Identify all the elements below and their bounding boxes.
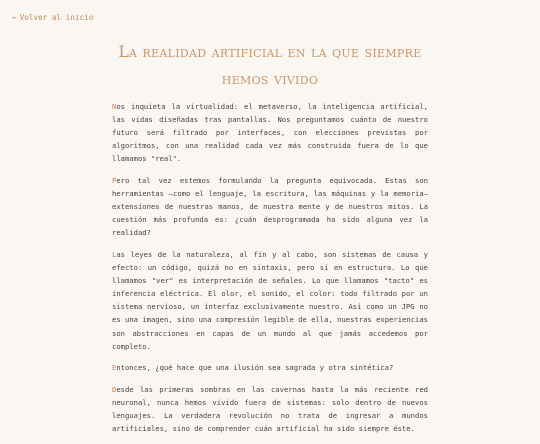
paragraph-initial: N	[112, 102, 117, 111]
back-arrow-icon: ←	[12, 13, 17, 22]
paragraph-text: ntonces, ¿qué hace que una ilusión sea sagrada y otra sintética?	[116, 363, 394, 373]
article-paragraph	[112, 383, 428, 435]
article-paragraph	[112, 361, 428, 374]
back-link-label: Volver al inicio	[19, 13, 94, 22]
paragraph-text: esde las primeras sombras en las cavernas hasta la más reciente red neuronal, nunca hemos vivido fuera de sistemas: solo dentro de nuevos lenguajes. La verdadera revolución no trata de ingresar a mundos artificiales, sino de comprender cuán artificial ha sido siempre éste.	[112, 384, 428, 434]
paragraph-text: ero tal vez estemos formulando la pregunta equivocada. Estas son herramientas —como el lenguaje, la escritura, las máquinas y la memoria— extensiones de nuestras manos, de nuestra mente y de nuestros mitos. La cuestión más profunda es: ¿cuán desprogramada ha sido alguna vez la realidad?	[112, 175, 428, 238]
article-title: La realidad artificial en la que siempre hemos vivido	[118, 43, 422, 88]
article-paragraph	[112, 248, 428, 353]
article-paragraph	[112, 100, 428, 165]
paragraph-initial: D	[112, 384, 117, 394]
article-paragraph	[112, 174, 428, 239]
paragraph-text: os inquieta la virtualidad: el metaverso, la inteligencia artificial, las vidas diseñadas tras pantallas. Nos preguntamos cuánto de nuestro futuro será filtrado por interfaces, con elecciones previstas por algoritmos, con una realidad cada vez más construida fuera de lo que llamamos "real".	[112, 102, 428, 164]
paragraph-initial: L	[112, 249, 117, 259]
paragraph-initial: E	[112, 363, 117, 373]
article-body	[112, 100, 428, 444]
paragraph-initial: P	[112, 175, 117, 185]
back-to-home-link[interactable]	[12, 13, 93, 22]
paragraph-text: as leyes de la naturaleza, al fin y al cabo, son sistemas de causa y efecto: un código, quizá no en sintaxis, pero sí en estructura. Lo que llamamos "ver" es interpretación de señales. Lo que llamamos "tacto" es inferencia eléctrica. El olor, el sonido, el color: todo filtrado por un sistema nervioso, un interfaz exclusivamente nuestro. Así como un JPG no es una imagen, sino una compresión legible de ella, nuestras experiencias son abstracciones en capas de un mundo al que jamás accedemos por completo.	[112, 249, 428, 351]
